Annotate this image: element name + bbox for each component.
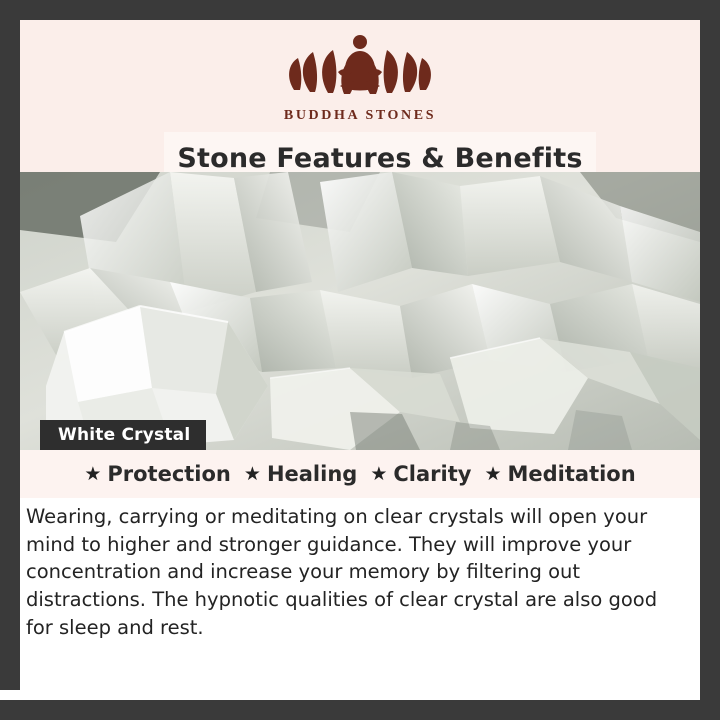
frame-top-left <box>0 0 200 20</box>
benefit-label: Healing <box>266 462 358 486</box>
image-caption: White Crystal <box>40 420 206 450</box>
frame-left <box>0 0 20 690</box>
star-icon: ★ <box>84 462 102 485</box>
frame-right <box>700 0 720 700</box>
description-text: Wearing, carrying or meditating on clear crystals will open your mind to higher and stronger guidance. They will improve your concentration and increase your memory by filtering out distractions. The hypnotic qualities of clear crystal are also good for sleep and rest. <box>26 505 664 639</box>
frame-bottom <box>0 700 720 720</box>
benefit-item <box>484 462 635 486</box>
logo <box>20 28 700 124</box>
benefit-label: Clarity <box>393 462 472 486</box>
page-title: Stone Features & Benefits <box>177 142 583 172</box>
star-icon: ★ <box>370 462 388 485</box>
benefit-item <box>244 462 357 486</box>
crystal-cluster-illustration <box>20 172 700 450</box>
star-icon: ★ <box>243 462 261 485</box>
header <box>20 20 700 172</box>
title-band <box>164 132 596 172</box>
benefit-label: Meditation <box>507 462 636 486</box>
benefits-list <box>20 450 700 498</box>
brand-name: BUDDHA STONES <box>283 108 437 123</box>
frame-top-right <box>210 0 720 20</box>
benefit-item <box>84 462 231 486</box>
star-icon: ★ <box>484 462 502 485</box>
lotus-buddha-icon <box>20 28 700 106</box>
hero-image <box>20 172 700 450</box>
benefit-item <box>370 462 471 486</box>
benefit-label: Protection <box>107 462 231 486</box>
